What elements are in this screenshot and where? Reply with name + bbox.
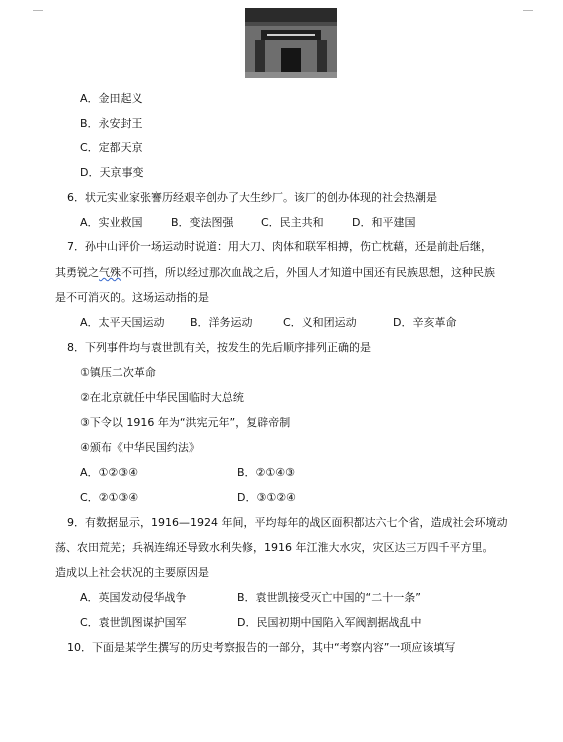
q7-stem-line3: 是不可消灭的。这场运动指的是 (55, 291, 209, 304)
q9-option-c: C．袁世凯图谋护国军 (80, 616, 187, 629)
q7-option-a: A．太平天国运动 (80, 316, 165, 329)
q6-option-d: D．和平建国 (352, 216, 416, 229)
q8-option-c: C．②①③④ (80, 491, 139, 504)
q8-statement-2: ②在北京就任中华民国临时大总统 (80, 391, 244, 404)
q8-option-a: A．①②③④ (80, 466, 138, 479)
q6-option-b: B．变法图强 (171, 216, 234, 229)
q7-stem-line2 (55, 266, 495, 280)
q7-marked-text: 气殊 (99, 266, 121, 279)
q5-option-c: C．定都天京 (80, 141, 143, 154)
q8-stem: 8．下列事件均与袁世凯有关，按发生的先后顺序排列正确的是 (67, 341, 371, 354)
q6-stem: 6．状元实业家张謇历经艰辛创办了大生纱厂。该厂的创办体现的社会热潮是 (67, 191, 437, 204)
q9-option-a: A．英国发动侵华战争 (80, 591, 187, 604)
q8-option-d: D．③①②④ (237, 491, 296, 504)
q9-stem-line1: 9．有数据显示，1916—1924 年间，平均每年的战区面积都达六七个省，造成社会环境动 (67, 516, 508, 529)
q9-option-d: D．民国初期中国陷入军阀割据战乱中 (237, 616, 422, 629)
q9-stem-line2: 荡、农田荒芜；兵祸连绵还导致水利失修，1916 年江淮大水灾，灾区达三万四千平方里。 (55, 541, 494, 554)
q7-option-b: B．洋务运动 (190, 316, 253, 329)
q7-option-d: D．辛亥革命 (393, 316, 457, 329)
q5-option-a: A．金田起义 (80, 92, 143, 105)
historic-gate-photo (245, 8, 337, 78)
q8-statement-4: ④颁布《中华民国约法》 (80, 441, 200, 454)
page-corner-mark (523, 0, 533, 11)
page-corner-mark (33, 0, 43, 11)
q6-option-a: A．实业救国 (80, 216, 143, 229)
q5-option-b: B．永安封王 (80, 117, 143, 130)
q9-option-b: B．袁世凯接受灭亡中国的“二十一条” (237, 591, 421, 604)
q7-stem-line1: 7．孙中山评价一场运动时说道：用大刀、肉体和联军相搏，伤亡枕藉，还是前赴后继， (67, 240, 492, 253)
q9-stem-line3: 造成以上社会状况的主要原因是 (55, 566, 209, 579)
q8-statement-1: ①镇压二次革命 (80, 366, 156, 379)
q7-stem-line2-start: 其勇锐之 (55, 266, 99, 279)
q8-statement-3: ③下令以 1916 年为“洪宪元年”，复辟帝制 (80, 416, 291, 429)
q8-option-b: B．②①④③ (237, 466, 295, 479)
q6-option-c: C．民主共和 (261, 216, 324, 229)
q10-stem: 10．下面是某学生撰写的历史考察报告的一部分，其中“考察内容”一项应该填写 (67, 641, 456, 654)
q7-stem-line2-end: 不可挡，所以经过那次血战之后，外国人才知道中国还有民族思想，这种民族 (121, 266, 495, 279)
q7-option-c: C．义和团运动 (283, 316, 357, 329)
q5-option-d: D．天京事变 (80, 166, 144, 179)
